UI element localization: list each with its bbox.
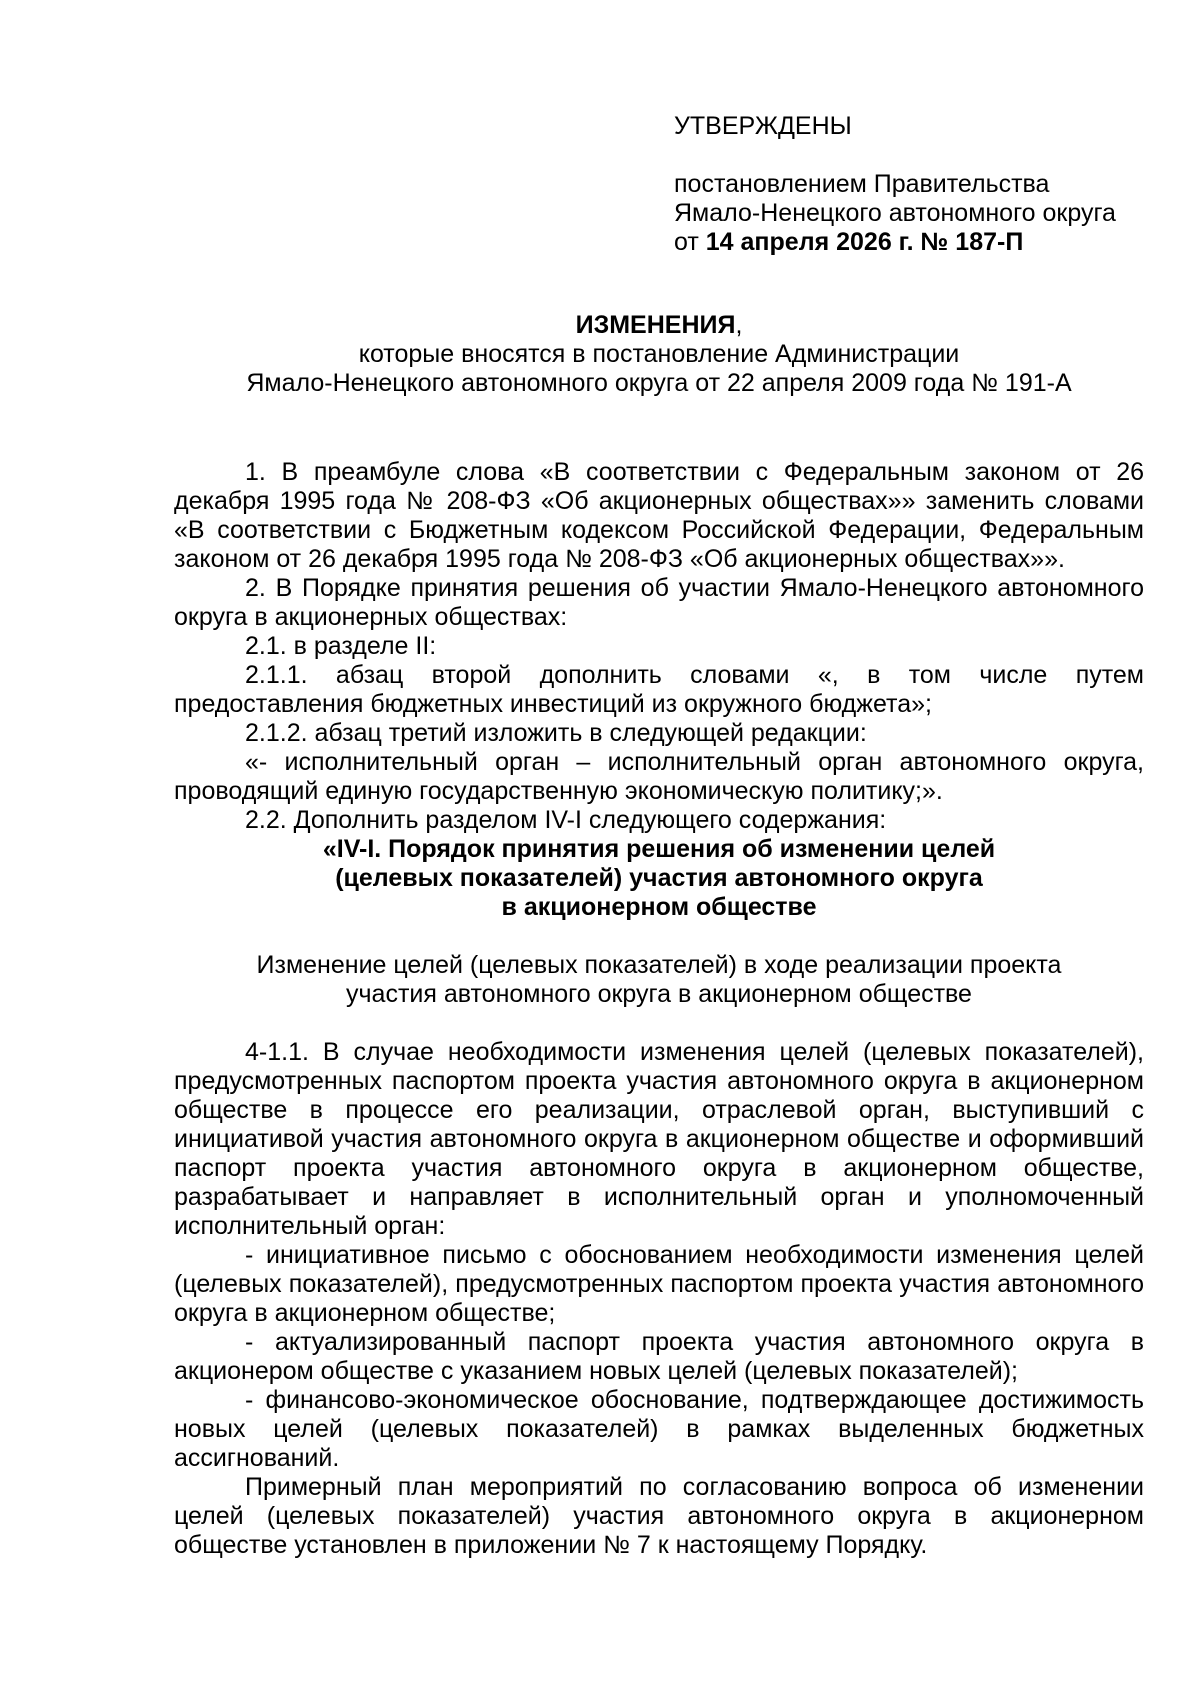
section-title-line-2: (целевых показателей) участия автономного округа (335, 864, 983, 892)
paragraph-12: Примерный план мероприятий по согласованию вопроса об изменении целей (целевых показателей) участия автономного округа в акционерном обществе установлен в приложении № 7 к настоящему Порядку. (174, 1473, 1144, 1559)
document-heading (174, 311, 1144, 398)
section-title-line-3: в акционерном обществе (501, 893, 817, 921)
approval-date-line (674, 228, 1174, 257)
subtitle-line-2: участия автономного округа в акционерном обществе (346, 980, 972, 1008)
paragraph-3: 2.1. в разделе II: (245, 632, 437, 660)
heading-main: ИЗМЕНЕНИЯ (575, 311, 736, 339)
approval-line-1: постановлением Правительства (674, 170, 1050, 198)
subsection-subtitle (174, 951, 1144, 1009)
paragraph-1: 1. В преамбуле слова «В соответствии с Федеральным законом от 26 декабря 1995 года № 208-ФЗ «Об акционерных обществах»» заменить словами «В соответствии с Бюджетным кодексом Российской Федерации, Федеральным законом от 26 декабря 1995 года № 208-ФЗ «Об акционерных обществах»». (174, 458, 1144, 573)
paragraph-5: 2.1.2. абзац третий изложить в следующей редакции: (245, 719, 867, 747)
paragraph-8: 4-1.1. В случае необходимости изменения целей (целевых показателей), предусмотренных паспортом проекта участия автономного округа в акционерном обществе в процессе его реализации, отраслевой орган, выступивший с инициативой участия автономного округа в акционерном обществе и оформивший паспорт проекта участия автономного округа в акционерном обществе, разрабатывает и направляет в исполнительный орган и уполномоченный исполнительный орган: (174, 1038, 1144, 1240)
paragraph-7: 2.2. Дополнить разделом IV-I следующего содержания: (245, 806, 887, 834)
section-title-line-1: «IV-I. Порядок принятия решения об изменении целей (322, 835, 996, 863)
paragraph-2: 2. В Порядке принятия решения об участии Ямало-Ненецкого автономного округа в акционерных обществах: (174, 574, 1144, 631)
heading-line-2: которые вносятся в постановление Администрации (358, 340, 960, 368)
approval-line-2: Ямало-Ненецкого автономного округа (674, 199, 1116, 227)
approval-date-value: 14 апреля 2026 г. № 187-П (705, 228, 1024, 256)
approval-block (674, 112, 1174, 257)
heading-line-3: Ямало-Ненецкого автономного округа от 22 апреля 2009 года № 191-А (246, 369, 1072, 397)
document-body (174, 458, 1144, 1560)
paragraph-11: - финансово-экономическое обоснование, подтверждающее достижимость новых целей (целевых показателей) в рамках выделенных бюджетных ассигнований. (174, 1386, 1144, 1472)
paragraph-4: 2.1.1. абзац второй дополнить словами «, в том числе путем предоставления бюджетных инвестиций из окружного бюджета»; (174, 661, 1144, 718)
approval-title: УТВЕРЖДЕНЫ (674, 112, 852, 140)
heading-line-1 (174, 311, 1144, 340)
subtitle-line-1: Изменение целей (целевых показателей) в ходе реализации проекта (256, 951, 1062, 979)
approval-date-prefix: от (674, 228, 699, 256)
paragraph-6: «- исполнительный орган – исполнительный орган автономного округа, проводящий единую государственную экономическую политику;». (174, 748, 1144, 805)
paragraph-9: - инициативное письмо с обоснованием необходимости изменения целей (целевых показателей), предусмотренных паспортом проекта участия автономного округа в акционерном обществе; (174, 1241, 1144, 1327)
heading-comma: , (735, 311, 743, 339)
paragraph-10: - актуализированный паспорт проекта участия автономного округа в акционером обществе с указанием новых целей (целевых показателей); (174, 1328, 1144, 1385)
section-title (174, 835, 1144, 922)
